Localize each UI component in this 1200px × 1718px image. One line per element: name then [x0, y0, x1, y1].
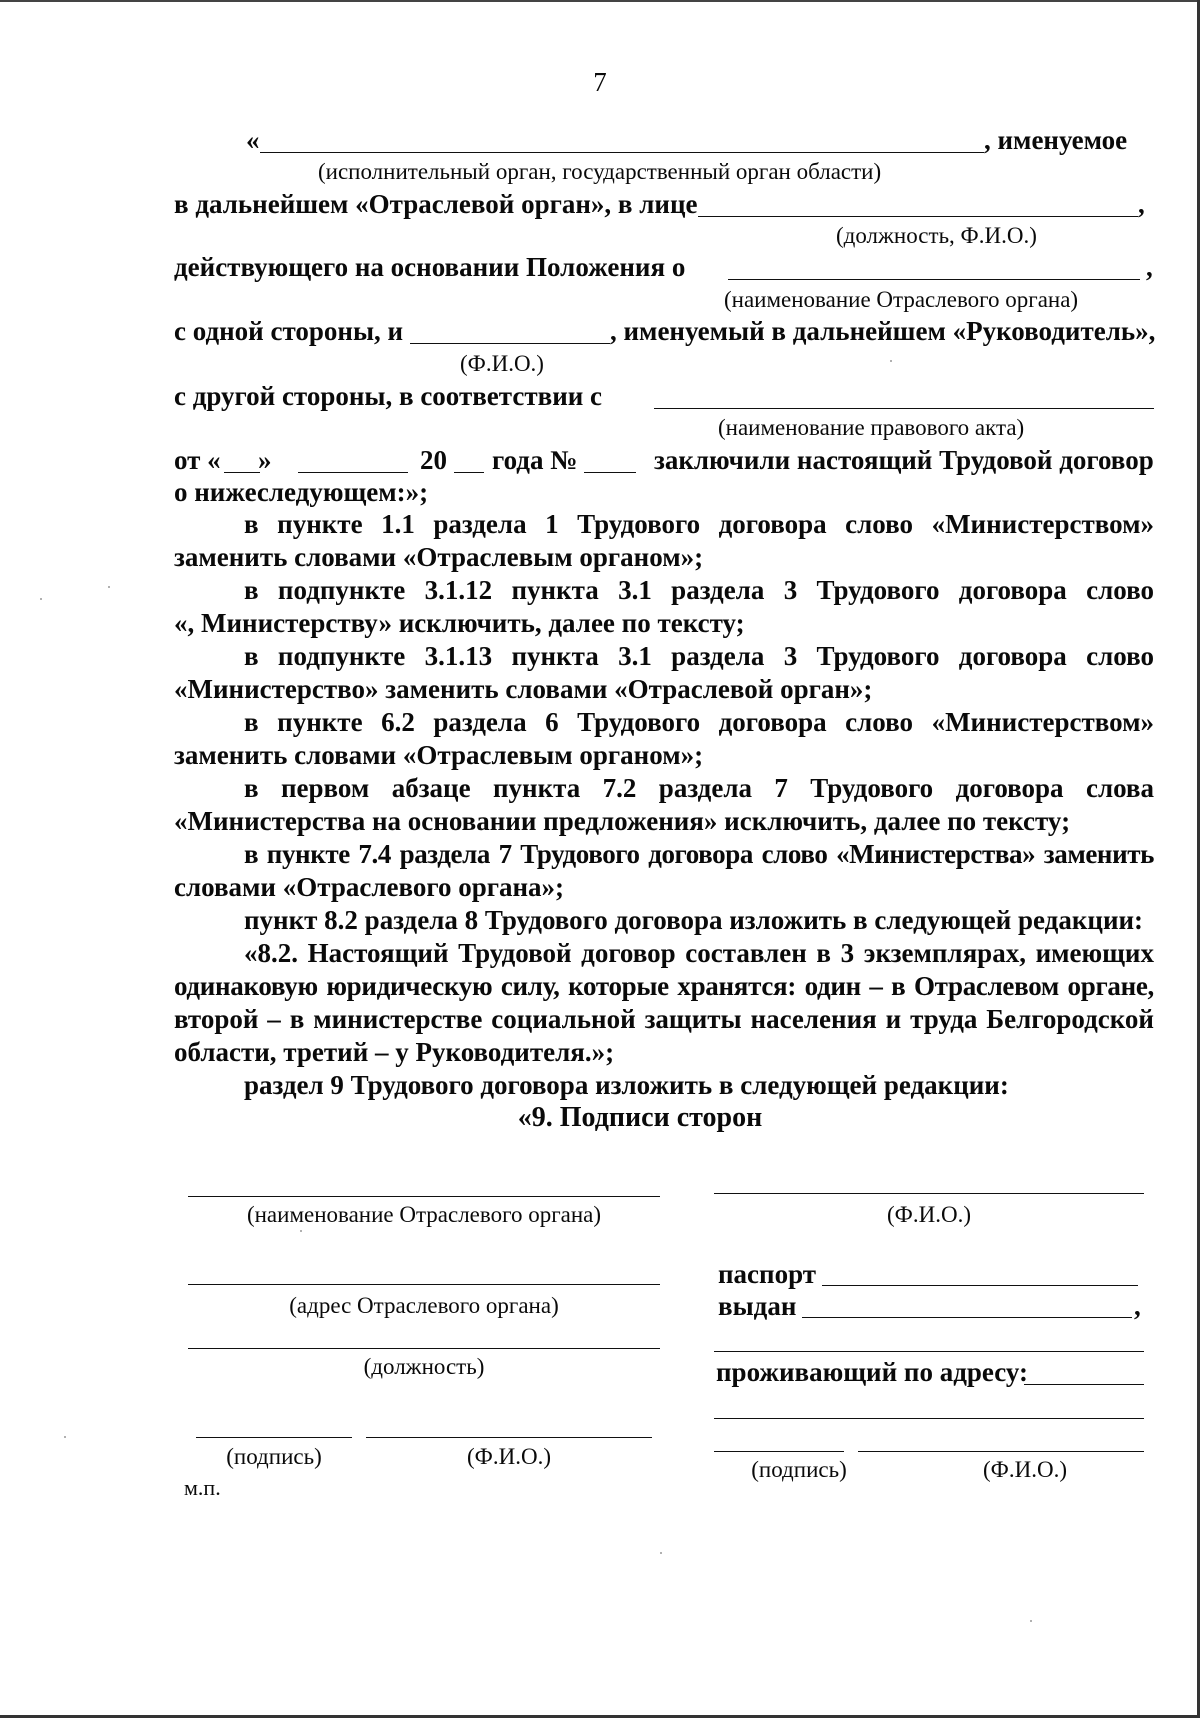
- position-fio-field[interactable]: [698, 188, 1138, 217]
- paragraph-1-first: в пункте 1.1 раздела 1 Трудового договора слово «Министерством»: [244, 509, 1154, 539]
- scan-speck: [660, 1552, 662, 1554]
- scan-speck: [64, 1436, 66, 1438]
- caption-position-fio: (должность, Ф.И.О.): [836, 223, 1037, 248]
- line3-comma: ,: [1146, 252, 1153, 282]
- line4-right: , именуемый в дальнейшем «Руководитель»,: [610, 316, 1156, 346]
- left-signature-line[interactable]: [196, 1437, 352, 1438]
- section-title: «9. Подписи сторон: [517, 1102, 763, 1133]
- caption-legal-act: (наименование правового акта): [718, 415, 1025, 440]
- left-position-line[interactable]: [188, 1348, 660, 1349]
- right-signature-line[interactable]: [714, 1451, 844, 1452]
- stamp-label: м.п.: [184, 1475, 221, 1500]
- paragraph-82-line-2: одинаковую юридическую силу, которые хранятся: один – в Отраслевом органе,: [174, 971, 1154, 1001]
- line4-left: с одной стороны, и: [174, 316, 404, 346]
- caption-fio: (Ф.И.О.): [460, 351, 544, 376]
- executive-organ-field[interactable]: [260, 124, 984, 153]
- right-fio-bottom-line[interactable]: [858, 1451, 1144, 1452]
- paragraph-5-last: «Министерства на основании предложения» исключить, далее по тексту;: [174, 806, 1071, 836]
- paragraph-82-line-4: области, третий – у Руководителя.»;: [174, 1037, 615, 1067]
- left-signature-caption: (подпись): [226, 1444, 322, 1469]
- paragraph-2-last: «, Министерству» исключить, далее по тексту;: [174, 608, 745, 638]
- paragraph-2-first: в подпункте 3.1.12 пункта 3.1 раздела 3 Трудового договора слово: [244, 575, 1154, 605]
- fio-field[interactable]: [410, 315, 610, 344]
- left-fio-line[interactable]: [366, 1437, 652, 1438]
- paragraph-82-line-3: второй – в министерстве социальной защиты населения и труда Белгородской: [174, 1004, 1154, 1034]
- line3-text: действующего на основании Положения о: [174, 252, 686, 282]
- paragraph-1-last: заменить словами «Отраслевым органом»;: [174, 542, 704, 572]
- organ-name-field[interactable]: [728, 251, 1140, 280]
- header-line-7: о нижеследующем:»;: [174, 477, 429, 507]
- right-extra-line-1[interactable]: [714, 1351, 1144, 1352]
- scan-speck: [40, 598, 42, 600]
- caption-executive-organ: (исполнительный орган, государственный орган области): [318, 159, 882, 184]
- paragraph-3-first: в подпункте 3.1.13 пункта 3.1 раздела 3 Трудового договора слово: [244, 641, 1154, 671]
- line6-quote: »: [258, 445, 272, 475]
- paragraph-3-last: «Министерство» заменить словами «Отраслевой орган»;: [174, 674, 873, 704]
- scan-speck: [890, 360, 892, 362]
- line6-year-word: года №: [492, 445, 578, 475]
- month-field[interactable]: [298, 444, 408, 473]
- right-signature-caption: (подпись): [751, 1457, 847, 1482]
- caption-organ-name: (наименование Отраслевого органа): [724, 287, 1079, 312]
- scan-speck: [1030, 1620, 1032, 1622]
- line6-year: 20: [420, 445, 447, 475]
- year-field[interactable]: [454, 444, 484, 473]
- residing-label: проживающий по адресу:: [716, 1357, 1028, 1387]
- paragraph-4-first: в пункте 6.2 раздела 6 Трудового договора слово «Министерством»: [244, 707, 1154, 737]
- scan-speck: [300, 1230, 302, 1232]
- paragraph-5-first: в первом абзаце пункта 7.2 раздела 7 Трудового договора слова: [244, 773, 1154, 803]
- right-fio-line[interactable]: [714, 1193, 1144, 1194]
- paragraph-82-line-1: «8.2. Настоящий Трудовой договор составлен в 3 экземплярах, имеющих: [244, 938, 1154, 968]
- number-field[interactable]: [584, 444, 636, 473]
- passport-field[interactable]: [822, 1285, 1138, 1286]
- right-fio-bottom-caption: (Ф.И.О.): [983, 1457, 1067, 1482]
- right-extra-line-2[interactable]: [714, 1418, 1144, 1419]
- residing-field[interactable]: [1024, 1384, 1144, 1385]
- paragraph-9-intro: раздел 9 Трудового договора изложить в следующей редакции:: [244, 1070, 1009, 1100]
- line2-comma: ,: [1138, 189, 1145, 219]
- line6-rest: заключили настоящий Трудовой договор: [654, 445, 1154, 475]
- right-fio-caption: (Ф.И.О.): [887, 1202, 971, 1227]
- named-suffix: , именуемое: [984, 125, 1128, 155]
- left-organ-address-line[interactable]: [188, 1284, 660, 1285]
- line2-text: в дальнейшем «Отраслевой орган», в лице: [174, 189, 698, 219]
- page-number: 7: [593, 67, 607, 97]
- left-fio-caption: (Ф.И.О.): [467, 1444, 551, 1469]
- line5-text: с другой стороны, в соответствии с: [174, 381, 603, 411]
- left-organ-address-caption: (адрес Отраслевого органа): [289, 1293, 559, 1318]
- scan-edge-top: [0, 0, 1200, 2]
- issued-label: выдан: [718, 1291, 797, 1321]
- open-quote: «: [246, 125, 260, 155]
- left-organ-name-line[interactable]: [188, 1196, 660, 1197]
- issued-comma: ,: [1134, 1291, 1141, 1321]
- left-organ-name-caption: (наименование Отраслевого органа): [246, 1202, 602, 1227]
- paragraph-82-intro: пункт 8.2 раздела 8 Трудового договора изложить в следующей редакции:: [244, 905, 1144, 935]
- scan-speck: [108, 586, 110, 588]
- left-position-caption: (должность): [363, 1354, 485, 1379]
- paragraph-4-last: заменить словами «Отраслевым органом»;: [174, 740, 704, 770]
- legal-act-field[interactable]: [654, 380, 1154, 409]
- day-field[interactable]: [224, 444, 260, 473]
- paragraph-6-last: словами «Отраслевого органа»;: [174, 872, 565, 902]
- passport-label: паспорт: [718, 1259, 817, 1289]
- paragraph-6-first: в пункте 7.4 раздела 7 Трудового договора слово «Министерства» заменить: [244, 839, 1154, 869]
- issued-field[interactable]: [802, 1317, 1132, 1318]
- line6-from: от «: [174, 445, 221, 475]
